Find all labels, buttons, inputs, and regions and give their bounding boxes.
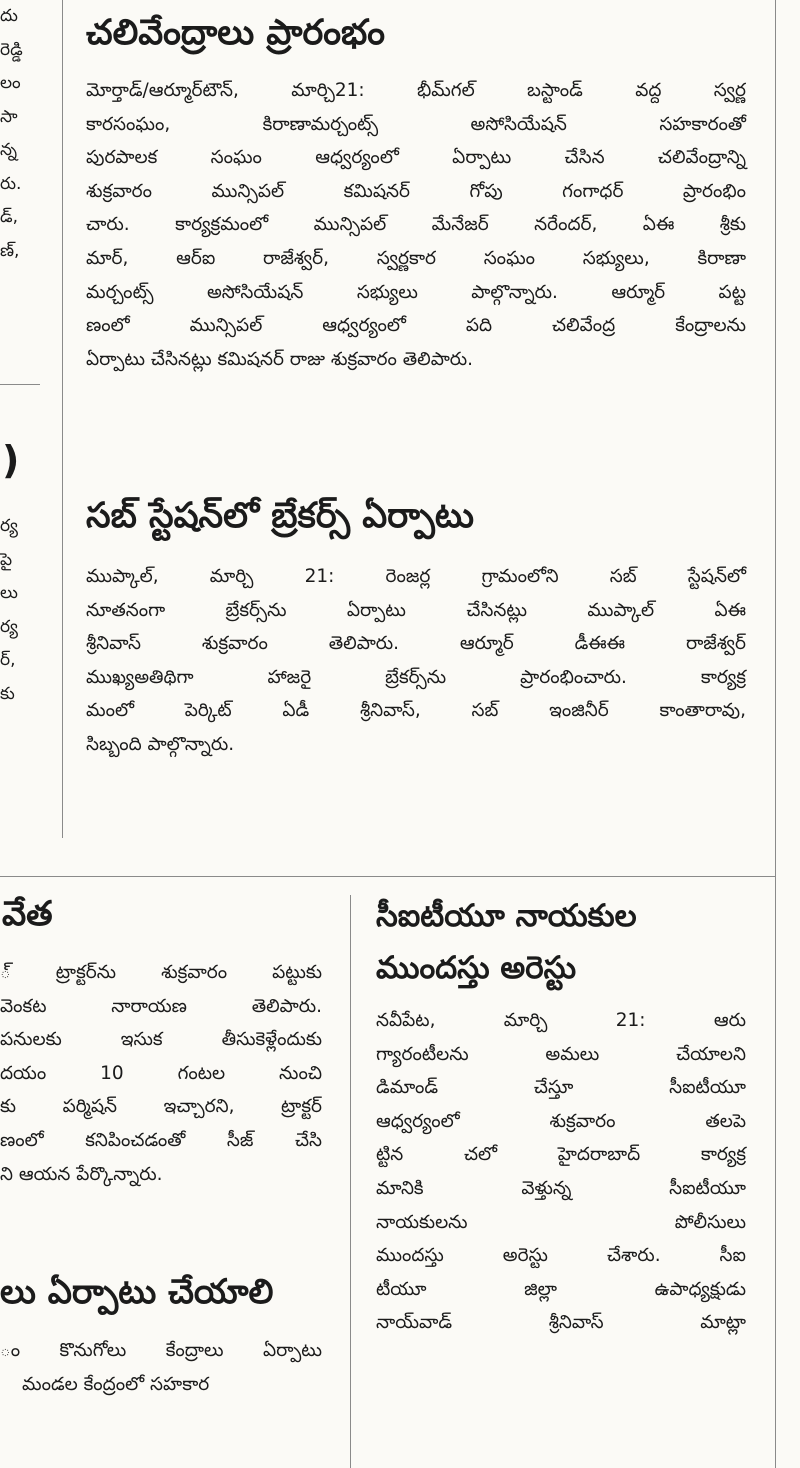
left-divider — [0, 384, 40, 385]
headline-line: ముందస్తు అరెస్టు — [376, 950, 577, 986]
fragment-line: లం — [0, 73, 21, 93]
article-line: ణంలో మున్సిపల్ ఆధ్వర్యంలో పది చలివేంద్ర కేంద్రాలను — [86, 315, 746, 337]
article-line: ట్టిన చలో హైదరాబాద్ కార్యక్ర — [376, 1144, 746, 1166]
article-body-substation-breakers — [86, 560, 746, 762]
fragment-line: లు — [0, 583, 18, 603]
article-line: కారసంఘం, కిరాణామర్చంట్స్ అసోసియేషన్ సహకారంతో — [86, 113, 746, 135]
column-rule-right — [775, 0, 776, 1468]
article-line: కు పర్మిషన్ ఇచ్చారని, ట్రాక్టర్ — [0, 1096, 322, 1118]
headline-line: సీఐటీయూ నాయకుల — [376, 898, 637, 934]
article-line: శ్రీనివాస్ శుక్రవారం తెలిపారు. ఆర్మూర్ డీఈఈ రాజేశ్వర్ — [86, 633, 746, 655]
article-body-tractor-seized — [0, 956, 322, 1191]
fragment-line: ర్య — [0, 516, 18, 536]
article-line: ణంలో కనిపించడంతో సీజ్ చేసి — [0, 1129, 322, 1151]
article-body-cool-water-centres — [86, 74, 746, 376]
fragment-line: న్న — [0, 140, 17, 160]
article-line: ఆధ్వర్యంలో శుక్రవారం తలపె — [376, 1110, 746, 1132]
left-fragment-top — [0, 0, 46, 268]
headline-substation-breakers: సబ్ స్టేషన్‌లో బ్రేకర్స్ ఏర్పాటు — [86, 496, 474, 536]
left-fragment-bottom — [0, 510, 46, 711]
fragment-line: కు — [0, 683, 15, 704]
article-line: ం కొనుగోలు కేంద్రాలు ఏర్పాటు — [0, 1340, 322, 1361]
headline-purchase-centres: లు ఏర్పాటు చేయాలి — [0, 1272, 274, 1312]
section-rule — [0, 876, 775, 877]
fragment-line: ర్య — [0, 616, 18, 637]
fragment-line: రెడ్డి — [0, 39, 23, 60]
left-fragment-glyph: ) — [2, 438, 20, 482]
article-line: టీయూ జిల్లా ఉపాధ్యక్షుడు — [376, 1278, 746, 1300]
article-line: ని ఆయన పేర్కొన్నారు. — [0, 1163, 163, 1185]
article-line: డిమాండ్ చేస్తూ సీఐటీయూ — [376, 1077, 746, 1099]
headline-citu-arrest — [376, 890, 637, 994]
headline-tractor-seized: వేత — [2, 894, 53, 934]
column-rule-left — [62, 0, 63, 838]
article-line: ముప్కాల్, మార్చి 21: రెంజర్ల గ్రామంలోని సబ్ స్టేషన్‌లో — [86, 566, 746, 587]
fragment-line: దు — [0, 6, 18, 26]
article-line: సిబ్బంది పాల్గొన్నారు. — [86, 733, 235, 755]
article-line: దయం 10 గంటల నుంచి — [0, 1062, 322, 1084]
article-line: నాయకులను పోలీసులు — [376, 1211, 746, 1233]
fragment-line: రు. — [0, 173, 22, 194]
fragment-line: పై — [0, 549, 13, 570]
article-line: మర్చంట్స్ అసోసియేషన్ సభ్యులు పాల్గొన్నారు. ఆర్మూర్ పట్ట — [86, 281, 746, 303]
article-line: మార్, ఆర్ఐ రాజేశ్వర్, స్వర్ణకార సంఘం సభ్యులు, కిరాణా — [86, 247, 746, 269]
article-line: ముఖ్యఅతిథిగా హాజరై బ్రేకర్స్‌ను ప్రారంభించారు. కార్యక్ర — [86, 666, 746, 688]
fragment-line: సా — [0, 106, 18, 127]
article-line: మానికి వెళ్తున్న సీఐటీయూ — [376, 1177, 746, 1199]
article-line: పనులకు ఇసుక తీసుకెళ్లేందుకు — [0, 1029, 322, 1051]
article-line: మోర్తాడ్/ఆర్మూర్‌టౌన్, మార్చి21: భీమ్‌గల్ బస్టాండ్ వద్ద స్వర్ణ — [86, 80, 746, 101]
article-line: మంలో పెర్కిట్ ఏడీ శ్రీనివాస్, సబ్ ఇంజినీర్ కాంతారావు, — [86, 700, 746, 722]
fragment-line: ర్, — [0, 650, 16, 670]
article-line: ఏర్పాటు చేసినట్లు కమిషనర్ రాజు శుక్రవారం తెలిపారు. — [86, 348, 474, 370]
article-line: పురపాలక సంఘం ఆధ్వర్యంలో ఏర్పాటు చేసిన చలివేంద్రాన్ని — [86, 147, 746, 169]
article-line: ముందస్తు అరెస్టు చేశారు. సీఐ — [376, 1245, 746, 1267]
article-line: ్ ట్రాక్టర్‌ను శుక్రవారం పట్టుకు — [0, 962, 322, 983]
article-body-citu-arrest — [376, 1004, 746, 1340]
article-line: చారు. కార్యక్రమంలో మున్సిపల్ మేనేజర్ నరేందర్, ఏఈ శ్రీకు — [86, 214, 746, 236]
column-rule-bottom — [350, 895, 351, 1468]
article-line: నాయ్‌వాడ్ శ్రీనివాస్ మాట్లా — [376, 1312, 746, 1334]
article-line: నవీపేట, మార్చి 21: ఆరు — [376, 1010, 746, 1031]
article-line: గ్యారంటీలను అమలు చేయాలని — [376, 1043, 746, 1065]
article-line: వెంకట నారాయణ తెలిపారు. — [0, 995, 322, 1017]
fragment-line: ణ్, — [0, 240, 20, 261]
article-line: శుక్రవారం మున్సిపల్ కమిషనర్ గోపు గంగాధర్ ప్రారంభిం — [86, 180, 746, 202]
article-line: మండల కేంద్రంలో సహకార — [22, 1373, 210, 1395]
headline-cool-water-centres: చలివేంద్రాలు ప్రారంభం — [86, 13, 385, 53]
article-body-purchase-centres — [0, 1334, 322, 1401]
article-line: నూతనంగా బ్రేకర్స్‌ను ఏర్పాటు చేసినట్లు ముప్కాల్ ఏఈ — [86, 599, 746, 621]
fragment-line: డ్, — [0, 207, 18, 227]
